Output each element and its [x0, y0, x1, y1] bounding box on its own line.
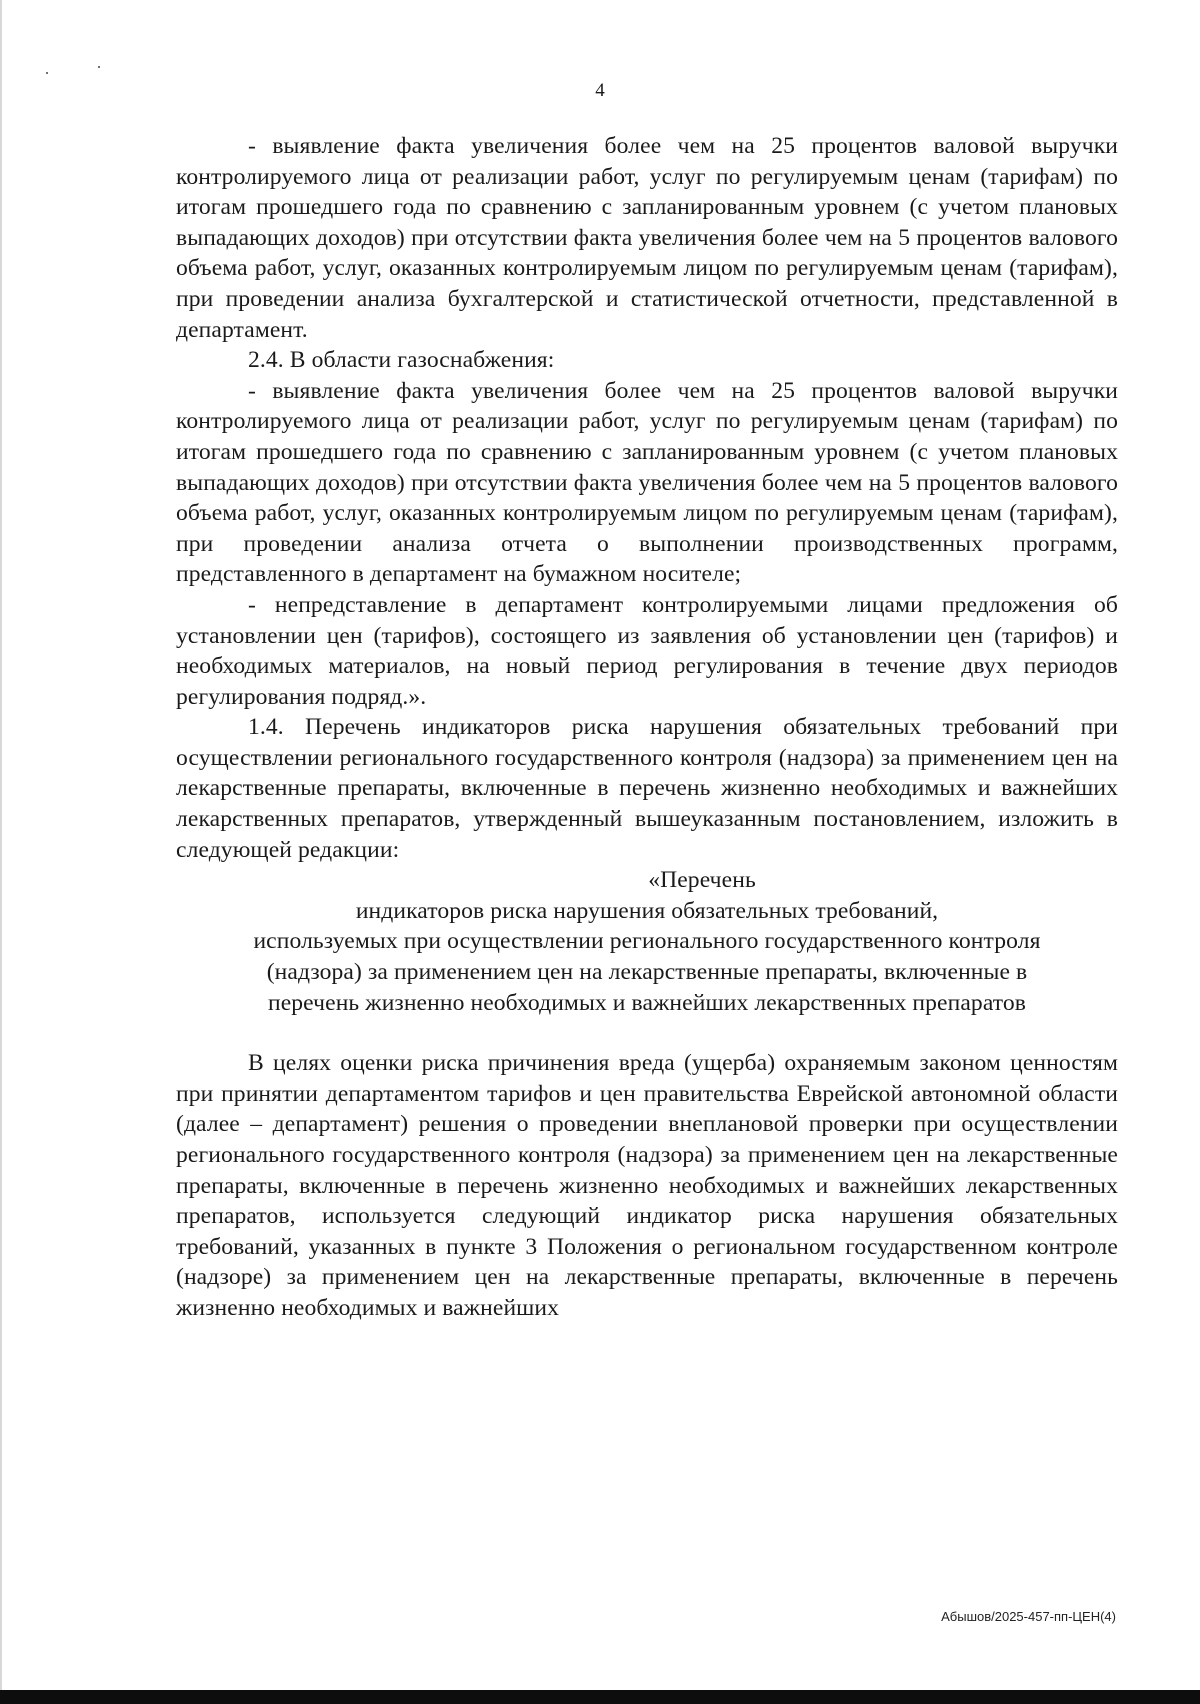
page-number: 4: [595, 80, 605, 101]
document-footer-code: Абышов/2025-457-пп-ЦЕН(4): [941, 1609, 1116, 1624]
document-body: [176, 131, 1118, 1324]
list-title: [176, 865, 1118, 1018]
list-title-first-word: «Перечень: [648, 867, 756, 894]
scan-left-edge: [0, 0, 2, 1704]
scan-bottom-edge: [0, 1690, 1200, 1704]
paragraph-gas-indicator-2: - непредставление в департамент контролируемыми лицами предложения об установлении цен (тарифов), состоящего из заявления об установлении цен (тарифов) и необходимых материалов, на новый период регулирования в течение двух периодов регулирования подряд.».: [176, 591, 1118, 710]
paragraph-electricity-indicator: - выявление факта увеличения более чем на 25 процентов валовой выручки контролируемого лица от реализации работ, услуг по регулируемым ценам (тарифам) по итогам прошедшего года по сравнению с запланированным уровнем (с учетом плановых выпадающих доходов) при отсутствии факта увеличения более чем на 5 процентов валового объема работ, услуг, оказанных контролируемым лицом по регулируемым ценам (тарифам), при проведении анализа бухгалтерской и статистической отчетности, представленной в департамент.: [176, 133, 1118, 343]
paragraph-amendment-1-4: 1.4. Перечень индикаторов риска нарушения обязательных требований при осуществлении регионального государственного контроля (надзора) за применением цен на лекарственные препараты, включенные в перечень жизненно необходимых и важнейших лекарственных препаратов, утвержденный вышеуказанным постановлением, изложить в следующей редакции:: [176, 714, 1118, 863]
scan-speck: [46, 72, 48, 74]
paragraph-closing: В целях оценки риска причинения вреда (ущерба) охраняемым законом ценностям при принятии департаментом тарифов и цен правительства Еврейской автономной области (далее – департамент) решения о проведении внеплановой проверки при осуществлении регионального государственного контроля (надзора) за применением цен на лекарственные препараты, включенные в перечень жизненно необходимых и важнейших лекарственных препаратов, используется следующий индикатор риска нарушения обязательных требований, указанных в пункте 3 Положения о региональном государственном контроле (надзоре) за применением цен на лекарственные препараты, включенные в перечень жизненно необходимых и важнейших: [176, 1050, 1118, 1321]
list-title-line: перечень жизненно необходимых и важнейших лекарственных препаратов: [267, 989, 1027, 1016]
list-title-line: (надзора) за применением цен на лекарственные препараты, включенные в: [266, 959, 1028, 986]
spacer: [176, 1018, 1118, 1048]
paragraph-gas-indicator-1: - выявление факта увеличения более чем на 25 процентов валовой выручки контролируемого лица от реализации работ, услуг по регулируемым ценам (тарифам) по итогам прошедшего года по сравнению с запланированным уровнем (с учетом плановых выпадающих доходов) при отсутствии факта увеличения более чем на 5 процентов валового объема работ, услуг, оказанных контролируемым лицом по регулируемым ценам (тарифам), при проведении анализа отчета о выполнении производственных программ, представленного в департамент на бумажном носителе;: [176, 377, 1118, 588]
list-title-line: используемых при осуществлении регионального государственного контроля: [253, 928, 1041, 955]
scan-speck: [98, 66, 100, 68]
list-title-line: индикаторов риска нарушения обязательных требований,: [355, 897, 939, 924]
paragraph-gas-heading: 2.4. В области газоснабжения:: [248, 347, 555, 374]
